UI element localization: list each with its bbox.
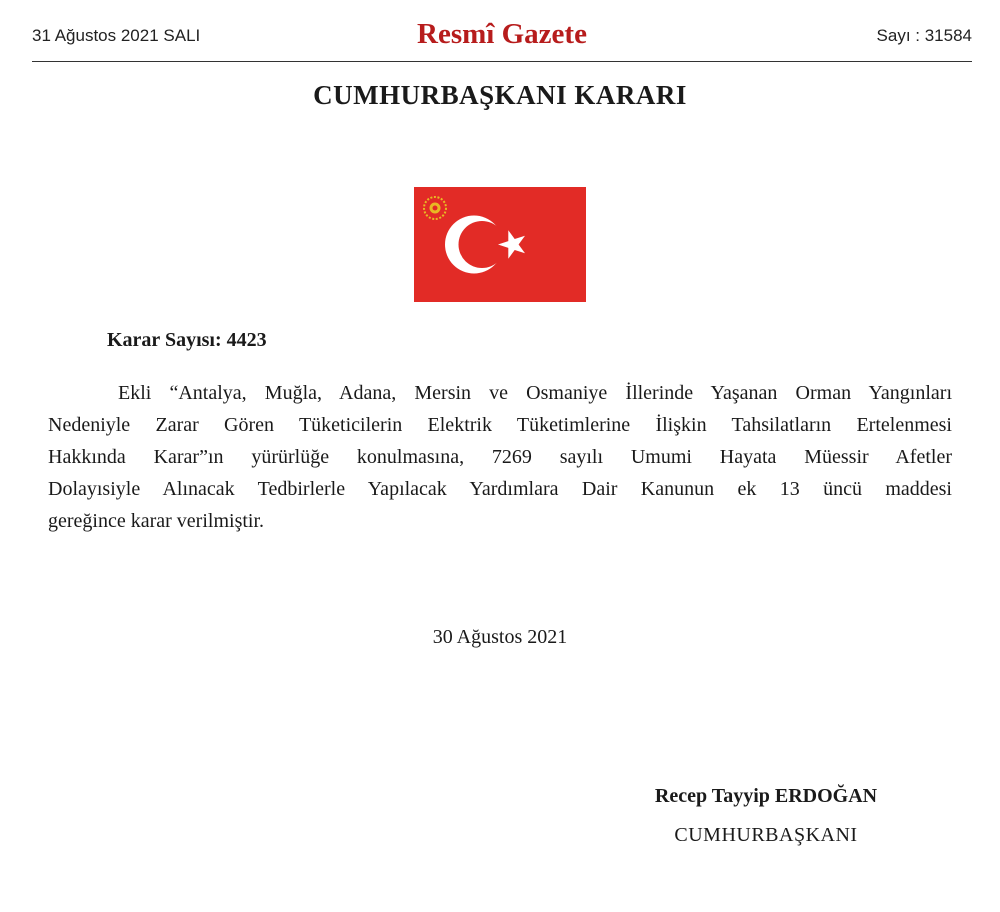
body-line: Ekli “Antalya, Muğla, Adana, Mersin ve Osmaniye İllerinde Yaşanan Orman Yangınları <box>118 382 952 404</box>
gazette-name: Resmî Gazete <box>417 18 587 50</box>
header-divider <box>32 61 972 62</box>
body-line: Nedeniyle Zarar Gören Tüketicilerin Elektrik Tüketimlerine İlişkin Tahsilatların Ertelenmesi <box>48 414 952 436</box>
signer-name: Recep Tayyip ERDOĞAN <box>654 785 878 807</box>
decision-number: Karar Sayısı: 4423 <box>107 329 267 351</box>
body-line: Hakkında Karar”ın yürürlüğe konulmasına, 7269 sayılı Umumi Hayata Müessir Afetler <box>48 446 952 468</box>
gazette-header <box>32 18 972 58</box>
turkish-flag-icon <box>414 187 586 302</box>
document-title: CUMHURBAŞKANI KARARI <box>313 80 687 110</box>
signing-date: 30 Ağustos 2021 <box>432 626 568 648</box>
header-date: 31 Ağustos 2021 SALI <box>32 26 201 45</box>
body-line: Dolayısiyle Alınacak Tedbirlerle Yapılacak Yardımlara Dair Kanunun ek 13 üncü maddesi <box>48 478 952 500</box>
signer-title: CUMHURBAŞKANI <box>674 824 858 846</box>
issue-number: Sayı : 31584 <box>876 26 972 45</box>
body-line: gereğince karar verilmiştir. <box>48 510 265 532</box>
decision-body <box>48 377 952 537</box>
